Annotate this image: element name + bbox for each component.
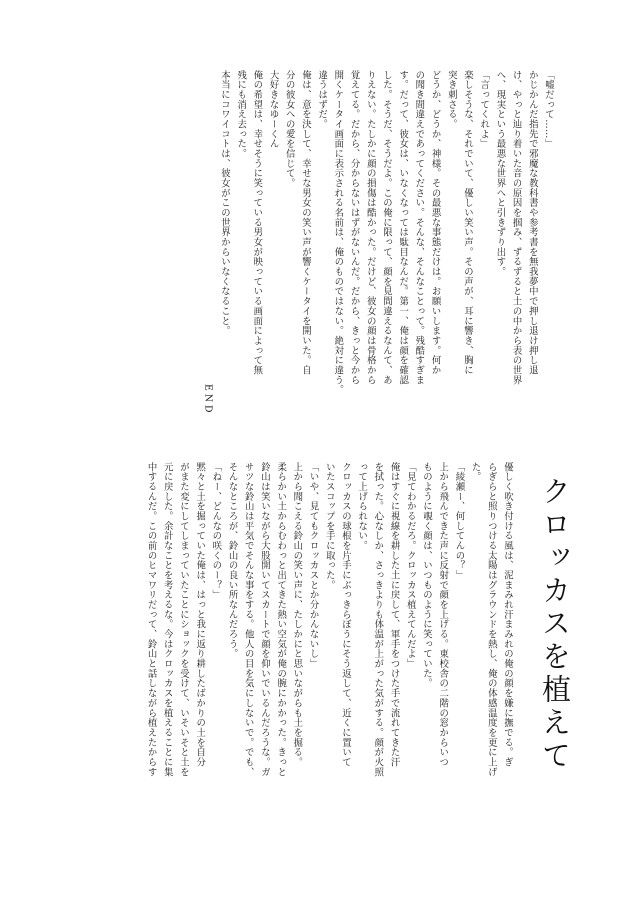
text-column: け、やっと辿り着いた音の原因を掴み、ずるずると土の中から表の世界 [510,70,522,385]
text-column: 黙々と土を掘っていた俺は、はっと我に返り耕したばかりの土を自分 [194,462,206,768]
text-column: りえない。たしかに顔の損傷は酷かった。だけど、彼女の顔は骨格から [364,70,376,385]
text-column: 「言ってくれよ」 [478,70,490,149]
text-column: した。そうだ、そうだよ。この俺に限って、顔を見間違えるなんて、あ [380,70,392,385]
text-column: 分の彼女への愛を信じて。 [283,70,295,189]
text-column: 優しく吹き付ける風は、泥まみれ汗まみれの俺の顔を嫌に撫でる。ぎ [502,462,513,768]
top-text-block [76,70,556,416]
text-column: 「ねー、どんなの咲くのー？」 [210,462,222,600]
end-marker: END [202,384,214,416]
text-column: 大好きなゆーくん [267,70,279,149]
text-column: そんなところが、鈴山の良い所なんだろう。 [226,462,238,659]
text-column: クロッカスの球根を片手にぶっきらぼうにそう返して、近くに置いて [339,462,351,768]
text-column: 俺の希望は、幸せそうに笑っている男女が映っている画面によって無 [251,70,263,376]
text-column: 上から飛んできた声に反射で顔を上げる。東校舎の二階の窓からいつ [437,462,449,768]
text-column: らぎらと照りつける太陽はグラウンドを熱し、俺の体感温度を更に上げ [485,462,497,777]
text-column: 違うはずだ。 [316,70,328,130]
text-column: 中するんだ。この前のヒマワリだって、鈴山と話しながら植えたからす [145,462,157,777]
text-column: かじかんだ指先で邪魔な教科書や参考書を無我夢中で押し退け押し退 [526,70,538,376]
text-column: 楽しそうな、それでいて、優しい笑い声。その声が、耳に響き、胸に [461,70,473,376]
text-column: 元に戻した。余計なことを考えるな。今はクロッカスを植えることに集 [161,462,173,777]
bottom-text-block [57,462,515,842]
text-column: どうか、どうか、神様。その最悪な事態だけは。お願いします。何か [429,70,441,376]
text-column: 「いや、見てもクロッカスとか分かんないし」 [307,462,319,669]
text-column: 「嘘だって……」 [543,70,554,149]
text-column: を拭った。心なしか、さっきよりも体温が上がった気がする。顔が火照 [372,462,384,777]
text-column: いたスコップを手に取った。 [323,462,335,590]
text-column: 覚えてる。だから、分からないはずがないんだ。だから、きっと今から [348,70,360,385]
text-column: がまた変にしてしまっていたことにショックを受けて、いそいそと土を [177,462,189,777]
text-column: ものように覗く顔は、いつものように笑っていた。 [420,462,432,689]
text-column: す。だって、彼女は、いなくなっては駄目なんだ。第一、俺は顔を確認 [397,70,409,385]
text-column: た。 [469,462,481,482]
chapter-title: クロッカスを植えて [538,476,572,773]
text-column: 鈴山は笑いながら大股開いてスカートで顔を仰いでいるんだろうな。ガ [258,462,270,777]
text-column: 突き刺さる。 [445,70,457,130]
text-column: 開くケータイ画面に表示される名前は、俺のものではない。絶対に違う。 [332,70,344,395]
text-column: 俺はすぐに視線を耕した土に戻して、軍手をつけた手で流れてきた汗 [388,462,400,768]
text-column: へ、現実という最悪な世界へと引きずり出す。 [494,70,506,277]
text-column: 残にも消え去った。 [235,70,247,159]
text-column: 「見てわかるだろ。クロッカス植えてんだよ」 [404,462,416,669]
text-column: サツな鈴山は平気でそんな事をする。他人の目を気にしないで。でも、 [242,462,254,777]
text-column: 柔らかい土からむわっと出てきた熱い空気が俺の腕にかかった。きっと [275,462,287,777]
text-column: 本当にコワイコトは、彼女がこの世界からいなくなること。 [218,70,230,336]
text-column: の聞き間違えであってください。そんな、そんなことって。残酷すぎま [413,70,425,385]
text-column: って上げられない。 [356,462,368,551]
text-column: 「綾瀬ー、何してんの？」 [453,462,465,581]
text-column: 俺は、意を決して、幸せな男女の笑い声が響くケータイを開いた。自 [299,70,311,376]
text-column: 上から聞こえる鈴山の笑い声に、たしかにと思いながらも土を掘る。 [291,462,303,768]
